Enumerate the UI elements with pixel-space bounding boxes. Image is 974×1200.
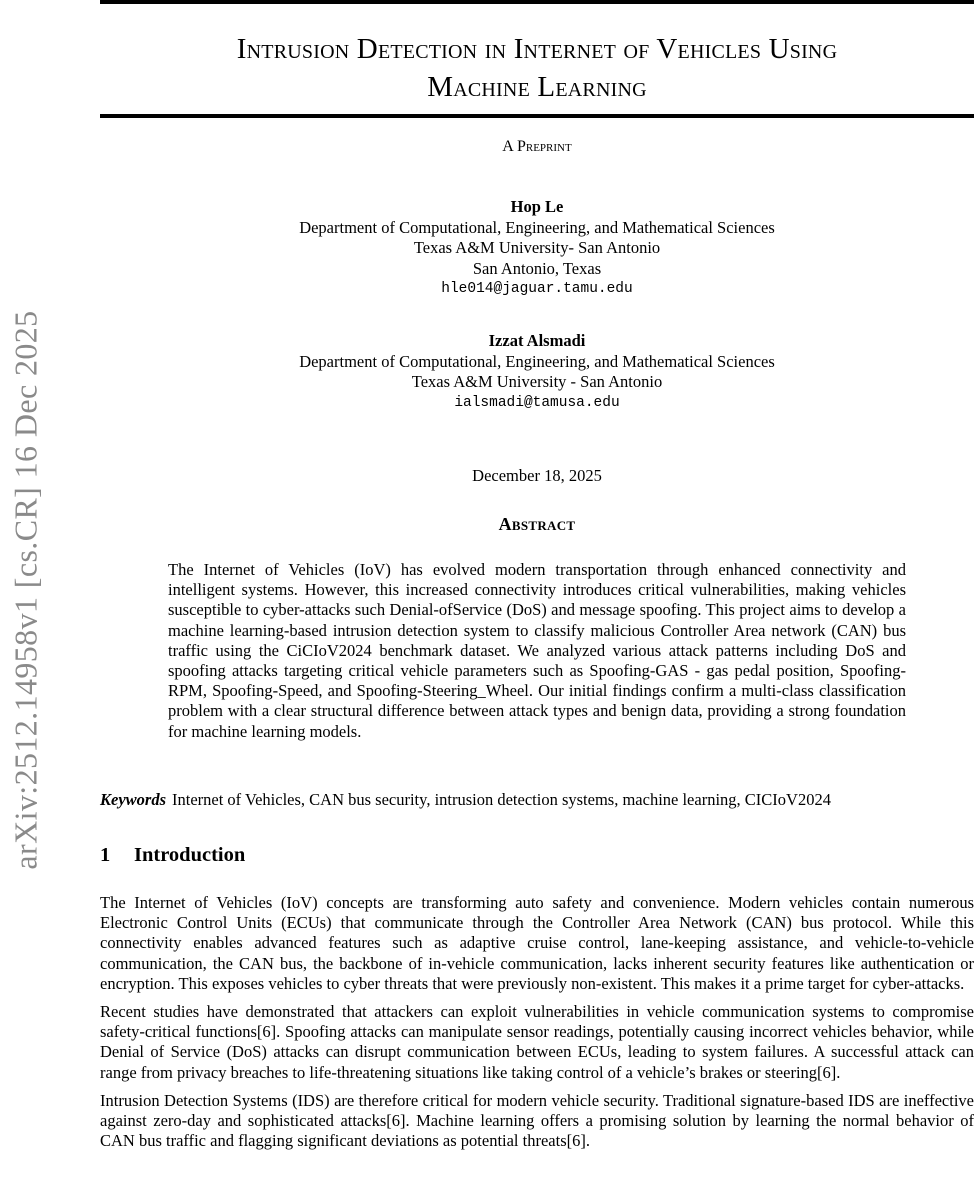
paper-date: December 18, 2025 [472, 466, 602, 485]
keywords-label: Keywords [100, 790, 166, 809]
title-bottom-rule [100, 114, 974, 118]
author-university: Texas A&M University- San Antonio [413, 238, 661, 257]
preprint-label: A Preprint [502, 138, 572, 155]
keywords [100, 790, 974, 810]
author-department: Department of Computational, Engineering, and Mathematical Sciences [299, 217, 775, 237]
author-email[interactable]: hle014@jaguar.tamu.edu [441, 281, 633, 297]
intro-paragraph-3: Intrusion Detection Systems (IDS) are therefore critical for modern vehicle security. Traditional signature-based IDS are ineffective against zero-day and sophisticated attacks[6]. Machine learning offers a promising solution by learning the normal behavior of CAN bus traffic and flagging significant deviations as potential threats[6]. [100, 1090, 974, 1151]
intro-paragraph-2: Recent studies have demonstrated that attackers can exploit vulnerabilities in vehicle communication systems to compromise safety-critical functions[6]. Spoofing attacks can manipulate sensor readings, potentially causing incorrect vehicles behavior, while Denial of Service (DoS) attacks can disrupt communication between ECUs, leading to system failures. A successful attack can range from privacy breaches to life-threatening situations like taking control of a vehicle’s brakes or steering[6]. [100, 1002, 974, 1082]
author-university: Texas A&M University - San Antonio [411, 372, 663, 391]
author-email[interactable]: ialsmadi@tamusa.edu [454, 394, 620, 411]
author-department: Department of Computational, Engineering, and Mathematical Sciences [299, 351, 775, 371]
author-location: San Antonio, Texas [472, 258, 602, 278]
author-name: Hop Le [510, 197, 564, 216]
abstract-heading: Abstract [498, 514, 576, 534]
section-heading-introduction [100, 844, 245, 867]
author-name: Izzat Alsmadi [488, 331, 586, 350]
title-top-rule [100, 0, 974, 4]
paper-page [100, 0, 974, 1200]
keywords-text: Internet of Vehicles, CAN bus security, intrusion detection systems, machine learning, CICIoV2024 [172, 790, 831, 809]
introduction-body [100, 893, 974, 1159]
paper-title-line-2: Machine Learning [427, 71, 647, 103]
author-block-1 [100, 197, 974, 300]
section-number: 1 [100, 844, 111, 866]
paper-title [100, 30, 974, 106]
arxiv-identifier: arXiv:2512.14958v1 [cs.CR] 16 Dec 2025 [7, 310, 44, 870]
section-title: Introduction [134, 844, 246, 866]
paper-title-line-1: Intrusion Detection in Internet of Vehicles Using [236, 33, 838, 65]
intro-paragraph-1: The Internet of Vehicles (IoV) concepts are transforming auto safety and convenience. Modern vehicles contain numerous Electronic Control Units (ECUs) that communicate through the Controller Area Network (CAN) bus protocol. While this connectivity enables advanced features such as adaptive cruise control, lane-keeping assistance, and vehicle-to-vehicle communication, the CAN bus, the backbone of in-vehicle communication, lacks inherent security features like authentication or encryption. This exposes vehicles to cyber threats that were previously non-existent. This makes it a prime target for cyber-attacks. [100, 893, 974, 993]
abstract-body: The Internet of Vehicles (IoV) has evolved modern transportation through enhanced connectivity and intelligent systems. However, this increased connectivity introduces critical vulnerabilities, making vehicles susceptible to cyber-attacks such Denial-ofService (DoS) and message spoofing. This project aims to develop a machine learning-based intrusion detection system to classify malicious Controller Area network (CAN) bus traffic using the CiCIoV2024 benchmark dataset. We analyzed various attack patterns including DoS and spoofing attacks targeting critical vehicle parameters such as Spoofing-GAS - gas pedal position, Spoofing-RPM, Spoofing-Speed, and Spoofing-Steering_Wheel. Our initial findings confirm a multi-class classification problem with a clear structural difference between attack types and benign data, providing a strong foundation for machine learning models. [168, 560, 906, 741]
author-block-2 [100, 331, 974, 413]
